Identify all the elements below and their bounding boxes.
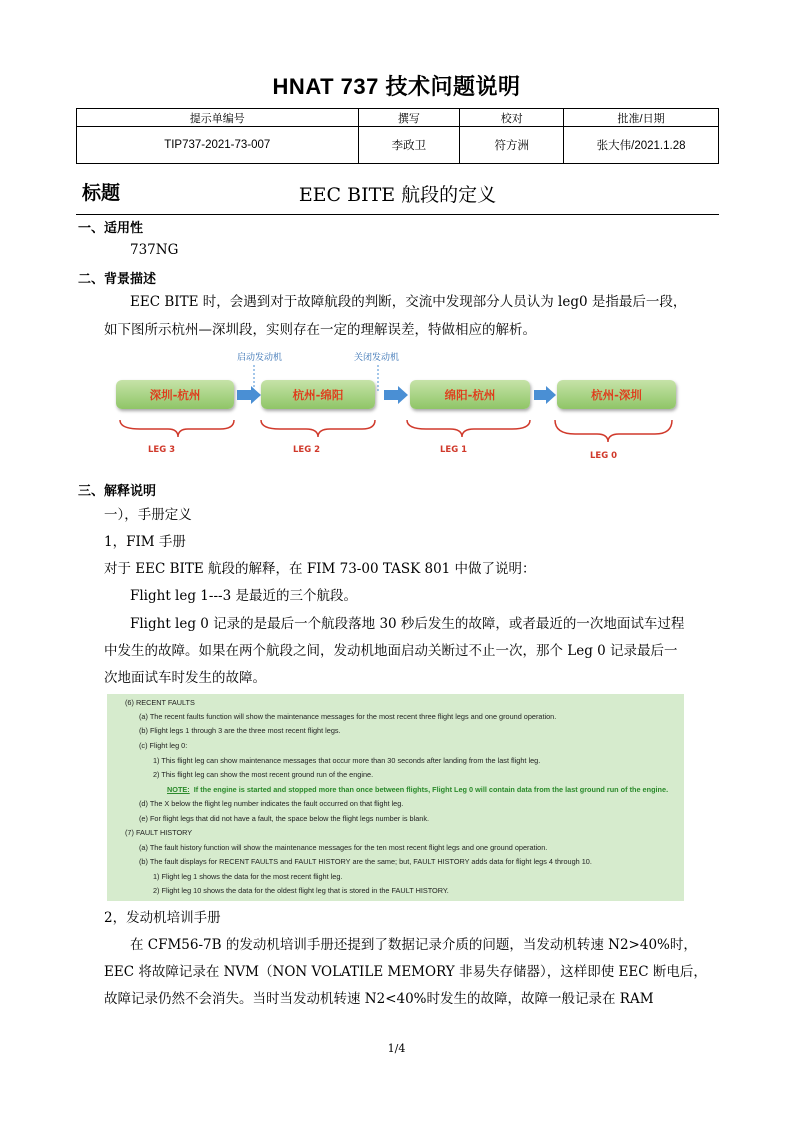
value-tip-number: TIP737-2021-73-007 (77, 127, 359, 164)
arrow-right-icon (384, 386, 408, 404)
subject-row (76, 174, 719, 215)
document-title: HNAT 737 技术问题说明 (272, 74, 521, 99)
fim-leg0-line1: Flight leg 0 记录的是最后一个航段落地 30 秒后发生的故障，或者最近的一次地面试车过程 (130, 616, 685, 632)
header-reviewer: 校对 (460, 109, 564, 127)
leg-3-label: LEG 3 (148, 445, 176, 455)
excerpt-note-line (167, 785, 668, 794)
excerpt-line: 1) Flight leg 1 shows the data for the most recent flight leg. (153, 872, 343, 881)
header-tip-number: 提示单编号 (77, 109, 359, 127)
section-background-heading: 二、背景描述 (78, 272, 157, 287)
note-text: If the engine is started and stopped more than once between flights, Flight Leg 0 will contain data from the last ground run of the engine. (193, 785, 669, 794)
start-engine-annotation: 启动发动机 (237, 353, 283, 363)
page-number: 1/4 (387, 1042, 406, 1055)
excerpt-line: (a) The fault history function will show the maintenance messages for the ten most recent flight legs and one ground operation. (139, 843, 548, 852)
section-applicability-heading: 一、适用性 (78, 221, 144, 236)
excerpt-line: 2) This flight leg can show the most recent ground run of the engine. (153, 770, 374, 779)
excerpt-line: (b) Flight legs 1 through 3 are the three most recent flight legs. (139, 726, 341, 735)
tip-info-table (76, 108, 719, 164)
excerpt-line: 1) This flight leg can show maintenance messages that occur more than 30 seconds after landing from the last flight leg. (153, 756, 541, 765)
value-reviewer: 符方洲 (460, 127, 564, 164)
stop-engine-annotation: 关闭发动机 (354, 353, 400, 363)
arrow-right-icon (534, 386, 556, 404)
fim-leg0-line3: 次地面试车时发生的故障。 (104, 670, 266, 686)
excerpt-line: (d) The X below the flight leg number indicates the fault occurred on that flight leg. (139, 799, 404, 808)
subject-title: EEC BITE 航段的定义 (298, 184, 497, 206)
fim-leg0-line2: 中发生的故障。如果在两个航段之间，发动机地面启动关断过不止一次，那个 Leg 0 记录最后一 (104, 643, 678, 659)
section-explanation-heading: 三、解释说明 (78, 484, 157, 499)
leg-0-label: LEG 0 (590, 451, 618, 461)
background-paragraph-line2: 如下图所示杭州—深圳段，实则存在一定的理解误差，特做相应的解析。 (104, 322, 536, 338)
flight-leg-diagram (100, 345, 700, 465)
excerpt-line: 2) Flight leg 10 shows the data for the oldest flight leg that is stored in the FAULT HISTORY. (153, 886, 449, 895)
fim-leg1-3-text: Flight leg 1---3 是最近的三个航段。 (130, 588, 357, 604)
applicability-text: 737NG (130, 242, 179, 258)
engine-training-manual-subheading: 2，发动机培训手册 (104, 910, 221, 926)
leg-box-mianyang-hangzhou: 绵阳-杭州 (410, 380, 530, 409)
fim-manual-subheading: 1，FIM 手册 (104, 534, 186, 550)
leg-1-label: LEG 1 (440, 445, 468, 455)
arrow-right-icon (237, 386, 261, 404)
excerpt-line: (b) The fault displays for RECENT FAULTS and FAULT HISTORY are the same; but, FAULT HISTORY adds data for flight legs 4 through 10. (139, 857, 592, 866)
excerpt-line: (e) For flight legs that did not have a fault, the space below the flight legs number is blank. (139, 814, 430, 823)
cfm-paragraph-line3: 故障记录仍然不会消失。当时当发动机转速 N2<40%时发生的故障，故障一般记录在 RAM (104, 991, 654, 1007)
leg-box-shenzhen-hangzhou: 深圳-杭州 (116, 380, 234, 409)
leg-2-label: LEG 2 (293, 445, 321, 455)
excerpt-line: (6) RECENT FAULTS (125, 698, 195, 707)
manual-definition-subheading: 一），手册定义 (104, 507, 192, 523)
excerpt-line: (a) The recent faults function will show the maintenance messages for the most recent three flight legs and one ground operation. (139, 712, 557, 721)
leg-box-hangzhou-mianyang: 杭州-绵阳 (261, 380, 375, 409)
cfm-paragraph-line2: EEC 将故障记录在 NVM（NON VOLATILE MEMORY 非易失存储器），这样即使 EEC 断电后， (104, 964, 707, 980)
leg-box-hangzhou-shenzhen: 杭州-深圳 (557, 380, 676, 409)
header-author: 撰写 (358, 109, 460, 127)
fim-excerpt-box (107, 694, 684, 901)
excerpt-line: (c) Flight leg 0: (139, 741, 188, 750)
note-label: NOTE: (167, 785, 190, 794)
value-author: 李政卫 (358, 127, 460, 164)
cfm-paragraph-line1: 在 CFM56-7B 的发动机培训手册还提到了数据记录介质的问题，当发动机转速 N2>40%时， (130, 937, 697, 953)
subject-label: 标题 (82, 182, 121, 204)
value-approval-date: 张大伟/2021.1.28 (564, 127, 719, 164)
fim-intro-text: 对于 EEC BITE 航段的解释，在 FIM 73-00 TASK 801 中做了说明： (104, 561, 536, 577)
excerpt-line: (7) FAULT HISTORY (125, 828, 193, 837)
background-paragraph-line1: EEC BITE 时，会遇到对于故障航段的判断，交流中发现部分人员认为 leg0 是指最后一段， (130, 294, 687, 310)
header-approval-date: 批准/日期 (564, 109, 719, 127)
